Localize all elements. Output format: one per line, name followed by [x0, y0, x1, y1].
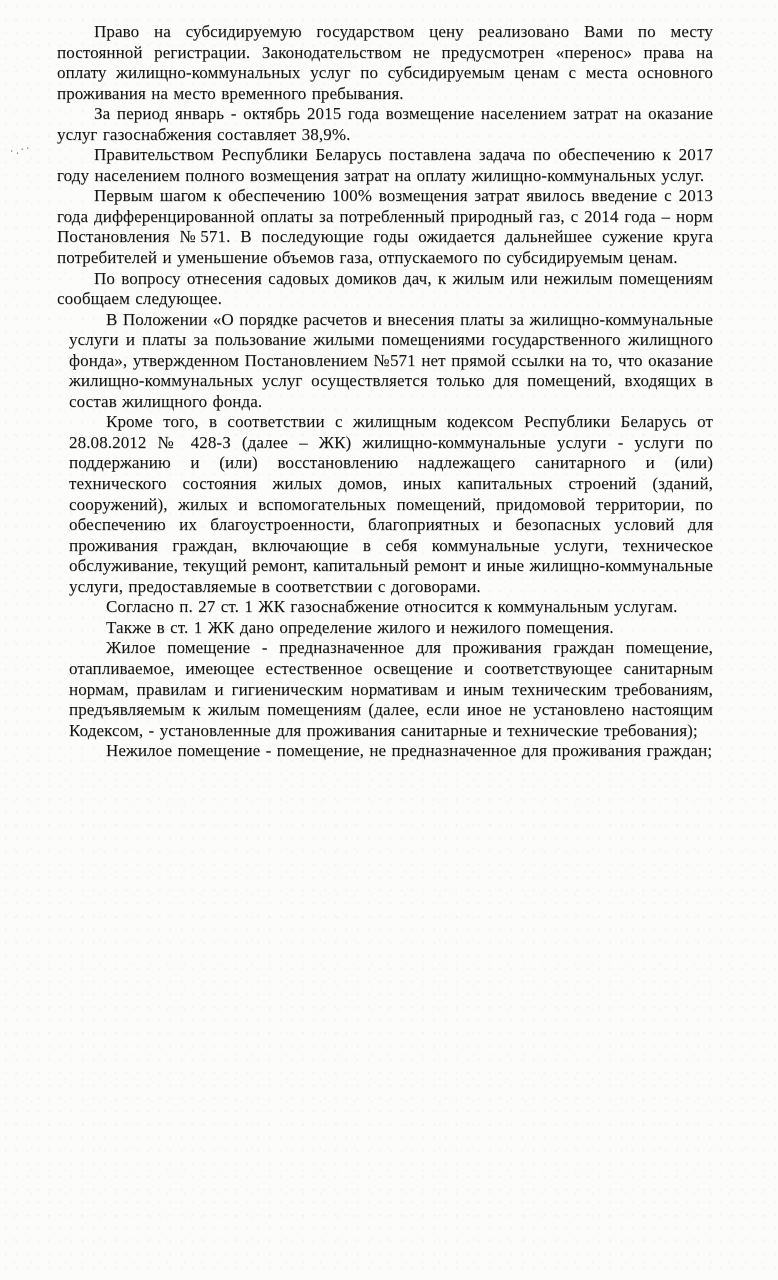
paragraph: Согласно п. 27 ст. 1 ЖК газоснабжение относится к коммунальным услугам. — [106, 597, 678, 617]
paragraph: По вопросу отнесения садовых домиков дач, к жилым или нежилым помещениям сообщаем следующее. — [57, 268, 713, 309]
scan-artifact-mark: ·.·· — [9, 142, 33, 158]
paragraph: Правительством Республики Беларусь поставлена задача по обеспечению к 2017 году населением полного возмещения затрат на оплату жилищно-коммунальных услуг. — [57, 145, 713, 185]
paragraph: В Положении «О порядке расчетов и внесения платы за жилищно-коммунальные услуги и платы за пользование жилыми помещениями государственного жилищного фонда», утвержденном Постановлением №571 нет прямой ссылки на то, что оказание жилищно-коммунальных услуг осуществляется только для помещений, входящих в состав жилищного фонда. — [69, 309, 713, 411]
paragraph: За период январь - октябрь 2015 года возмещение населением затрат на оказание услуг газоснабжения составляет 38,9%. — [57, 104, 713, 144]
document-body — [57, 22, 713, 762]
paragraph: Также в ст. 1 ЖК дано определение жилого и нежилого помещения. — [106, 617, 614, 637]
paragraph: Жилое помещение - предназначенное для проживания граждан помещение, отапливаемое, имеющее естественное освещение и соответствующее санитарным нормам, правилам и гигиеническим нормативам и иным техническим требованиям, предъявляемым к жилым помещениям (далее, если иное не установлено настоящим Кодексом, - установленные для проживания санитарные и технические требования); — [69, 638, 713, 740]
paragraph: Первым шагом к обеспечению 100% возмещения затрат явилось введение с 2013 года дифференцированной оплаты за потребленный природный газ, с 2014 года – норм Постановления №571. В последующие годы ожидается дальнейшее сужение круга потребителей и уменьшение объемов газа, отпускаемого по субсидируемым ценам. — [57, 186, 713, 268]
paragraph: Нежилое помещение - помещение, не предназначенное для проживания граждан; — [106, 741, 713, 761]
paragraph: Кроме того, в соответствии с жилищным кодексом Республики Беларусь от 28.08.2012 № 428-З (далее – ЖК) жилищно-коммунальные услуги - услуги по поддержанию и (или) восстановлению надлежащего санитарного и (или) технического состояния жилых домов, иных капитальных строений (зданий, сооружений), жилых и вспомогательных помещений, придомовой территории, по обеспечению их благоустроенности, благоприятных и безопасных условий для проживания граждан, включающие в себя коммунальные услуги, техническое обслуживание, текущий ремонт, капитальный ремонт и иные жилищно-коммунальные услуги, предоставляемые в соответствии с договорами. — [69, 412, 713, 596]
paragraph: Право на субсидируемую государством цену реализовано Вами по месту постоянной регистрации. Законодательством не предусмотрен «перенос» права на оплату жилищно-коммунальных услуг по субсидируемым ценам с места основного проживания на место временного пребывания. — [57, 22, 713, 103]
